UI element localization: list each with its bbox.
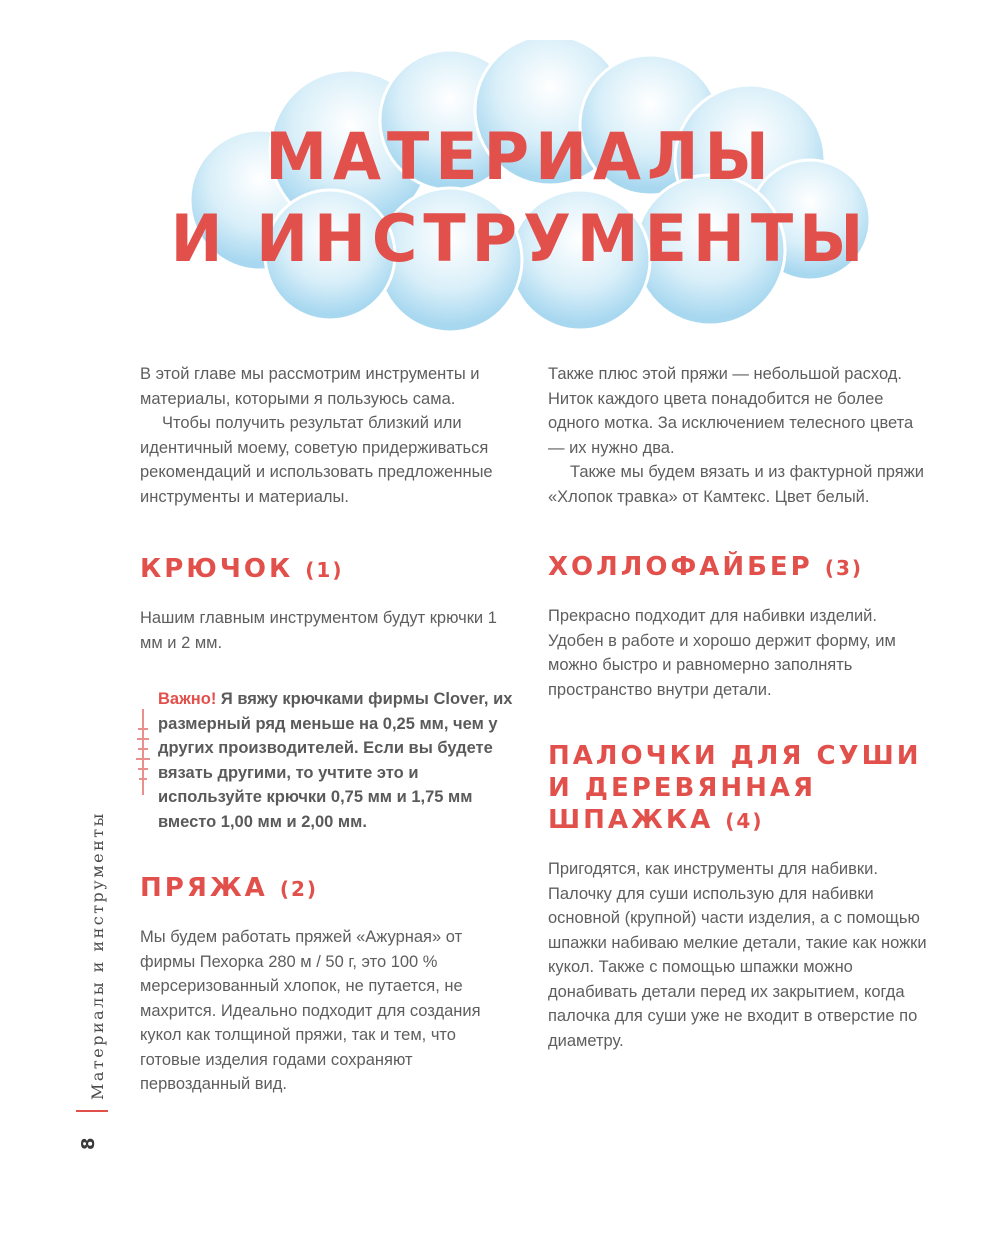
sticks-paragraph: Пригодятся, как инструменты для набивки. Палочку для суши использую для набивки основной (крупной) части изделия, а с помощью шпажки набиваю мелкие детали, такие как ножки кукол. Также с помощью шпажки можно донабивать детали перед их закрытием, когда палочка для суши уже не входит в отверстие по диаметру. [548,860,927,1050]
intro-paragraph-1: В этой главе мы рассмотрим инструменты и материалы, которыми я пользуюсь сама. [140,365,480,408]
right-column [548,362,928,1053]
fill-paragraph: Прекрасно подходит для набивки изделий. Удобен в работе и хорошо держит форму, им можно быстро и равномерно заполнять пространство внутри детали. [548,607,896,699]
intro-paragraph-2: Чтобы получить результат близкий или идентичный моему, советую придерживаться рекомендаций и использовать предложенные инструменты и материалы. [140,414,493,506]
page-title [150,116,890,280]
section-heading-hook [140,553,520,586]
yarn-heading-number: (2) [279,877,319,901]
section-heading-sticks [548,740,928,837]
fill-heading-number: (3) [824,556,864,580]
sticks-heading-number: (4) [725,809,764,833]
hook-heading-text: КРЮЧОК [140,554,294,584]
yarn-paragraph: Мы будем работать пряжей «Ажурная» от фирмы Пехорка 280 м / 50 г, это 100 % мерсеризованный хлопок, не путается, не махрится. Идеально подходит для создания кукол как толщиной пряжи, так и тем, что готовые изделия годами сохраняют первозданный вид. [140,928,481,1093]
hook-paragraph: Нашим главным инструментом будут крючки 1 мм и 2 мм. [140,609,497,652]
page-number: 8 [78,1137,99,1150]
yarn-heading-text: ПРЯЖА [140,873,268,903]
note-label: Важно! [158,690,217,708]
note-text: Я вяжу крючками фирмы Clover, их размерный ряд меньше на 0,25 мм, чем у других производителей. Если вы будете вязать другими, то учтите это и используйте крючки 0,75 мм и 1,75 мм вместо 1,00 мм и 2,00 мм. [158,690,513,831]
sticks-heading-text: ПАЛОЧКИ ДЛЯ СУШИ И ДЕРЕВЯННАЯ ШПАЖКА [548,741,922,835]
yarn-continued-paragraph: Также плюс этой пряжи — небольшой расход. Ниток каждого цвета понадобится не более одного мотка. За исключением телесного цвета — их нужно два. [548,365,914,457]
section-heading-yarn [140,872,520,905]
running-title: Материалы и инструменты [88,811,107,1100]
hook-heading-number: (1) [305,558,344,582]
title-line-1: МАТЕРИАЛЫ [265,118,775,195]
section-heading-fill [548,551,928,584]
note-marker-icon [136,709,150,795]
left-column [140,362,520,1097]
title-line-2: И ИНСТРУМЕНТЫ [170,200,870,277]
yarn-continued-paragraph-2: Также мы будем вязать и из фактурной пряжи «Хлопок травка» от Камтекс. Цвет белый. [548,463,924,506]
running-title-divider [76,1110,108,1112]
important-note [140,687,520,834]
fill-heading-text: ХОЛЛОФАЙБЕР [548,552,813,582]
